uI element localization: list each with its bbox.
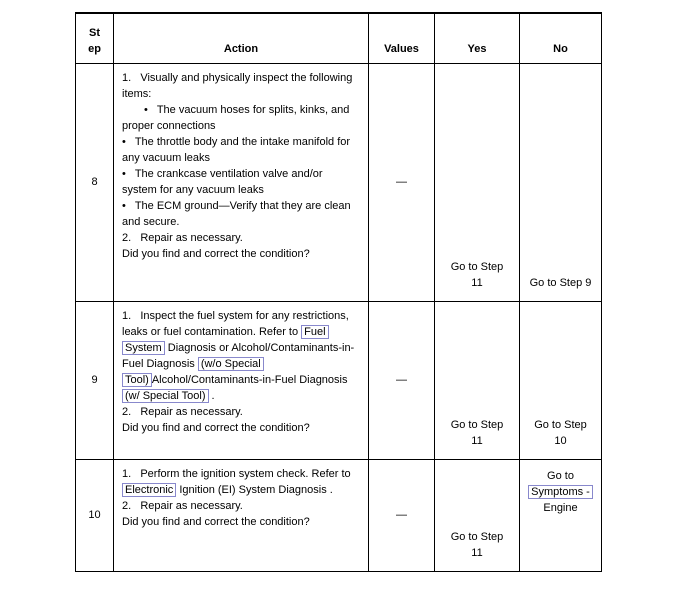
yes-goto-step-number: 11 bbox=[471, 276, 483, 289]
action-text: . bbox=[208, 389, 215, 402]
yes-cell-step-10 bbox=[435, 459, 520, 571]
bullet-crankcase-ventilation: • The crankcase ventilation valve and/or system for any vacuum leaks bbox=[122, 167, 323, 196]
step-number-10: 10 bbox=[76, 459, 114, 571]
action-cell-step-10 bbox=[114, 459, 369, 571]
table-row-step-8 bbox=[76, 63, 602, 301]
values-dash: — bbox=[369, 63, 435, 301]
wo-special-tool-link[interactable]: (w/o Special Tool) bbox=[122, 357, 264, 387]
yes-goto-text: Go to Step bbox=[450, 418, 504, 431]
bullet-throttle-body: • The throttle body and the intake manifold for any vacuum leaks bbox=[122, 135, 351, 164]
step-header-line2: ep bbox=[88, 42, 101, 55]
symptoms-engine-link[interactable]: Symptoms - bbox=[528, 485, 593, 499]
action-text: Diagnosis or Alcohol/Contaminants-in-Fuel Diagnosis bbox=[122, 341, 355, 370]
values-dash: — bbox=[369, 301, 435, 459]
col-header-no: No bbox=[520, 13, 602, 63]
no-goto-step-number: 10 bbox=[554, 434, 567, 447]
yes-goto-step-number: 11 bbox=[471, 434, 483, 447]
yes-cell-step-8 bbox=[435, 63, 520, 301]
action-item-1 bbox=[122, 308, 360, 404]
no-goto-text: Go to Step 9 bbox=[529, 276, 592, 289]
table-row-step-9 bbox=[76, 301, 602, 459]
action-item-2: 2. Repair as necessary. bbox=[122, 231, 243, 244]
no-goto-text: Go to Step bbox=[534, 418, 587, 431]
step-number-8: 8 bbox=[76, 63, 114, 301]
step-header-line1: St bbox=[89, 26, 100, 39]
step-number-9: 9 bbox=[76, 301, 114, 459]
fuel-system-diagnosis-link[interactable]: Fuel System bbox=[122, 325, 329, 355]
no-cell-step-10 bbox=[520, 459, 602, 571]
action-cell-step-8 bbox=[114, 63, 369, 301]
yes-goto-step-number: 11 bbox=[471, 546, 483, 559]
yes-goto-text: Go to Step bbox=[450, 530, 504, 543]
action-question: Did you find and correct the condition? bbox=[122, 247, 310, 260]
col-header-values: Values bbox=[369, 13, 435, 63]
action-question: Did you find and correct the condition? bbox=[122, 515, 310, 528]
action-text: Alcohol/Contaminants-in-Fuel Diagnosis bbox=[151, 373, 348, 386]
action-text: 1. Inspect the fuel system for any restrictions, leaks or fuel contamination. Refer to bbox=[122, 309, 349, 338]
no-cell-step-9 bbox=[520, 301, 602, 459]
no-link-line bbox=[524, 484, 597, 500]
yes-cell-step-9 bbox=[435, 301, 520, 459]
bullet-vacuum-hoses: • The vacuum hoses for splits, kinks, and proper connections bbox=[122, 103, 350, 132]
yes-goto-text: Go to Step bbox=[450, 260, 504, 273]
col-header-step bbox=[76, 13, 114, 63]
action-text: Ignition (EI) System Diagnosis . bbox=[176, 483, 333, 496]
values-dash: — bbox=[369, 459, 435, 571]
action-text: 1. Perform the ignition system check. Refer to bbox=[122, 467, 351, 480]
col-header-yes: Yes bbox=[435, 13, 520, 63]
action-item-2: 2. Repair as necessary. bbox=[122, 405, 243, 418]
no-cell-step-8 bbox=[520, 63, 602, 301]
table-row-step-10 bbox=[76, 459, 602, 571]
col-header-action: Action bbox=[114, 13, 369, 63]
w-special-tool-link[interactable]: (w/ Special Tool) bbox=[122, 389, 209, 403]
action-item-1 bbox=[122, 466, 360, 498]
electronic-ignition-link[interactable]: Electronic bbox=[122, 483, 176, 497]
action-item-1: 1. Visually and physically inspect the following items: bbox=[122, 71, 353, 100]
header-row bbox=[76, 13, 602, 63]
no-engine-text: Engine bbox=[543, 501, 578, 514]
diagnostic-table bbox=[75, 12, 602, 572]
bullet-ecm-ground: • The ECM ground—Verify that they are clean and secure. bbox=[122, 199, 351, 228]
action-cell-step-9 bbox=[114, 301, 369, 459]
no-goto-text: Go to bbox=[547, 469, 574, 482]
action-item-2: 2. Repair as necessary. bbox=[122, 499, 243, 512]
action-question: Did you find and correct the condition? bbox=[122, 421, 310, 434]
